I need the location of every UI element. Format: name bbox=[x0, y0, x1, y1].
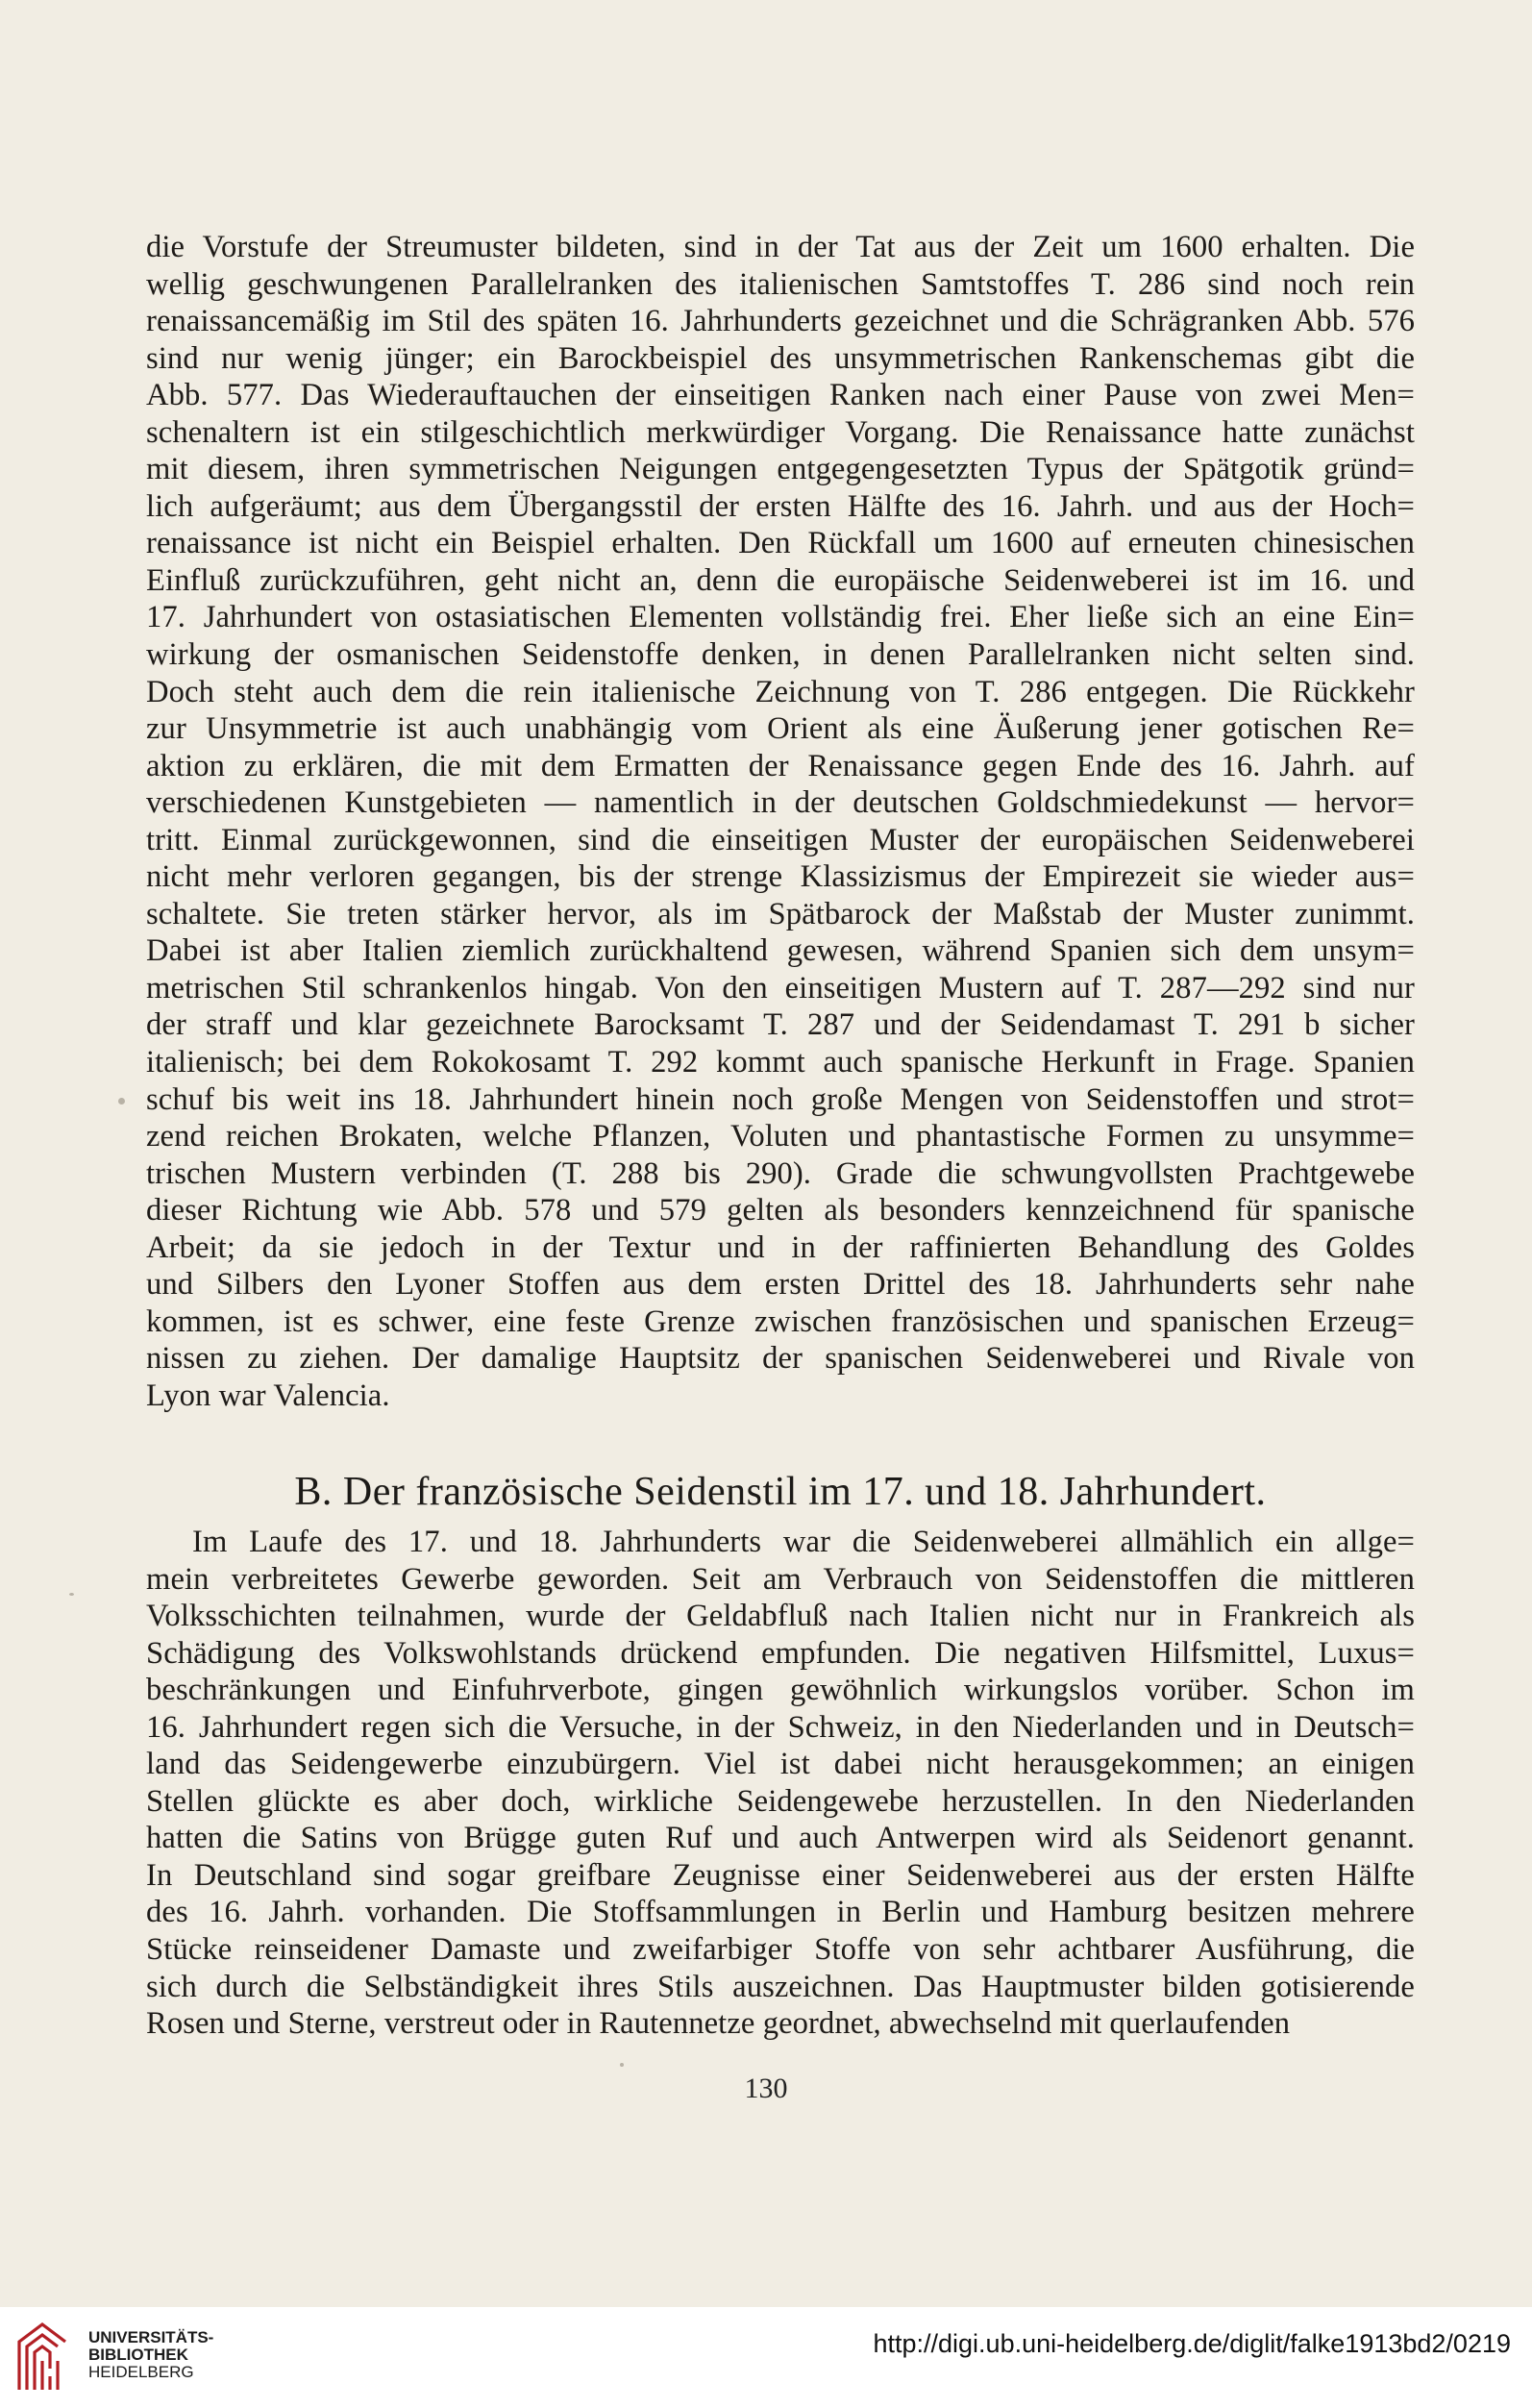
text-line: Im Laufe des 17. und 18. Jahrhunderts war die Seidenweberei allmählich ein allge= bbox=[192, 1525, 1415, 1559]
text-line: beschränkungen und Einfuhrverbote, gingen gewöhnlich wirkungslos vorüber. Schon im bbox=[146, 1673, 1415, 1708]
section-heading: B. Der französische Seidenstil im 17. und 18. Jahrhundert. bbox=[294, 1470, 1267, 1514]
text-line: renaissance ist nicht ein Beispiel erhalten. Den Rückfall um 1600 auf erneuten chinesischen bbox=[146, 526, 1415, 561]
text-line: land das Seidengewerbe einzubürgern. Viel ist dabei nicht herausgekommen; an einigen bbox=[146, 1747, 1415, 1782]
text-line: verschiedenen Kunstgebieten — namentlich in der deutschen Goldschmiedekunst — hervor= bbox=[146, 785, 1415, 821]
text-line: Einfluß zurückzuführen, geht nicht an, denn die europäische Seidenweberei ist im 16. und bbox=[146, 562, 1415, 598]
text-line: Arbeit; da sie jedoch in der Textur und in der raffinierten Behandlung des Goldes bbox=[146, 1229, 1415, 1265]
text-line: nicht mehr verloren gegangen, bis der strenge Klassizismus der Empirezeit sie wieder aus= bbox=[146, 859, 1415, 895]
text-line: trischen Mustern verbinden (T. 288 bis 290). Grade die schwungvollsten Prachtgewebe bbox=[146, 1155, 1415, 1191]
text-line: Dabei ist aber Italien ziemlich zurückhaltend gewesen, während Spanien sich dem unsym= bbox=[146, 933, 1415, 969]
university-library-logo-icon bbox=[13, 2319, 71, 2396]
page-number: 130 bbox=[744, 2073, 788, 2104]
text-line: schenaltern ist ein stilgeschichtlich merkwürdiger Vorgang. Die Renaissance hatte zunächst bbox=[146, 414, 1415, 450]
text-line: 16. Jahrhundert regen sich die Versuche, in der Schweiz, in den Niederlanden und in Deutsch= bbox=[146, 1709, 1415, 1745]
text-line: nissen zu ziehen. Der damalige Hauptsitz der spanischen Seidenweberei und Rivale von bbox=[146, 1341, 1415, 1377]
text-line: der straff und klar gezeichnete Barocksamt T. 287 und der Seidendamast T. 291 b sicher bbox=[146, 1007, 1415, 1043]
text-line: kommen, ist es schwer, eine feste Grenze zwischen französischen und spanischen Erzeug= bbox=[146, 1303, 1415, 1339]
text-line: aktion zu erklären, die mit dem Ermatten der Renaissance gegen Ende des 16. Jahrh. auf bbox=[146, 748, 1415, 783]
body-paragraph-2 bbox=[146, 1524, 1415, 2043]
text-line: wellig geschwungenen Parallelranken des italienischen Samtstoffes T. 286 sind noch rein bbox=[146, 266, 1415, 302]
text-line: Stücke reinseidener Damaste und zweifarbiger Stoffe von sehr achtbarer Ausführung, die bbox=[146, 1932, 1415, 1968]
text-line: wirkung der osmanischen Seidenstoffe denken, in denen Parallelranken nicht selten sind. bbox=[146, 637, 1415, 673]
text-line: Abb. 577. Das Wiederauftauchen der einseitigen Ranken nach einer Pause von zwei Men= bbox=[146, 378, 1415, 413]
text-line: sind nur wenig jünger; ein Barockbeispiel des unsymmetrischen Rankenschemas gibt die bbox=[146, 340, 1415, 376]
text-line: schuf bis weit ins 18. Jahrhundert hinein noch große Mengen von Seidenstoffen und strot= bbox=[146, 1081, 1415, 1117]
text-line: zend reichen Brokaten, welche Pflanzen, Voluten und phantastische Formen zu unsymme= bbox=[146, 1119, 1415, 1154]
library-name-line: UNIVERSITÄTS- bbox=[88, 2328, 214, 2346]
scan-speck bbox=[118, 1098, 125, 1105]
text-line: hatten die Satins von Brügge guten Ruf und auch Antwerpen wird als Seidenort genannt. bbox=[146, 1821, 1415, 1856]
text-line: mit diesem, ihren symmetrischen Neigungen entgegengesetzten Typus der Spätgotik gründ= bbox=[146, 452, 1415, 487]
text-line: und Silbers den Lyoner Stoffen aus dem ersten Drittel des 18. Jahrhunderts sehr nahe bbox=[146, 1267, 1415, 1303]
source-url-link[interactable]: http://digi.ub.uni-heidelberg.de/diglit/falke1913bd2/0219 bbox=[873, 2329, 1511, 2358]
text-line: mein verbreitetes Gewerbe geworden. Seit am Verbrauch von Seidenstoffen die mittleren bbox=[146, 1561, 1415, 1597]
text-line: Rosen und Sterne, verstreut oder in Rautennetze geordnet, abwechselnd mit querlaufenden bbox=[146, 2006, 1291, 2042]
text-line: metrischen Stil schrankenlos hingab. Von den einseitigen Mustern auf T. 287—292 sind nur bbox=[146, 970, 1415, 1005]
text-line: lich aufgeräumt; aus dem Übergangsstil der ersten Hälfte des 16. Jahrh. und aus der Hoch= bbox=[146, 488, 1415, 524]
text-line: renaissancemäßig im Stil des späten 16. Jahrhunderts gezeichnet und die Schrägranken Abb. 576 bbox=[146, 304, 1415, 339]
text-line: In Deutschland sind sogar greifbare Zeugnisse einer Seidenweberei aus der ersten Hälfte bbox=[146, 1857, 1415, 1893]
library-name bbox=[88, 2329, 213, 2381]
text-line: Schädigung des Volkswohlstands drückend empfunden. Die negativen Hilfsmittel, Luxus= bbox=[146, 1635, 1415, 1671]
text-line: Volksschichten teilnahmen, wurde der Geldabfluß nach Italien nicht nur in Frankreich als bbox=[146, 1599, 1415, 1634]
text-line: zur Unsymmetrie ist auch unabhängig vom Orient als eine Äußerung jener gotischen Re= bbox=[146, 711, 1415, 747]
text-line: italienisch; bei dem Rokokosamt T. 292 kommt auch spanische Herkunft in Frage. Spanien bbox=[146, 1045, 1415, 1080]
text-line: des 16. Jahrh. vorhanden. Die Stoffsammlungen in Berlin und Hamburg besitzen mehrere bbox=[146, 1895, 1415, 1930]
text-line: tritt. Einmal zurückgewonnen, sind die einseitigen Muster der europäischen Seidenweberei bbox=[146, 822, 1415, 857]
text-line: Lyon war Valencia. bbox=[146, 1378, 390, 1413]
scan-speck bbox=[69, 1593, 74, 1596]
scan-speck bbox=[620, 2063, 624, 2067]
text-line: 17. Jahrhundert von ostasiatischen Elementen vollständig frei. Eher ließe sich an eine Ein= bbox=[146, 600, 1415, 635]
library-name-line: BIBLIOTHEK bbox=[88, 2346, 188, 2364]
body-paragraph-1 bbox=[146, 229, 1415, 1415]
text-line: dieser Richtung wie Abb. 578 und 579 gelten als besonders kennzeichnend für spanische bbox=[146, 1193, 1415, 1229]
text-line: sich durch die Selbständigkeit ihres Stils auszeichnen. Das Hauptmuster bilden gotisierende bbox=[146, 1969, 1415, 2004]
library-name-line: HEIDELBERG bbox=[88, 2363, 194, 2381]
text-line: Stellen glückte es aber doch, wirkliche Seidengewebe herzustellen. In den Niederlanden bbox=[146, 1783, 1415, 1819]
text-line: schaltete. Sie treten stärker hervor, als im Spätbarock der Maßstab der Muster zunimmt. bbox=[146, 896, 1415, 931]
text-line: Doch steht auch dem die rein italienische Zeichnung von T. 286 entgegen. Die Rückkehr bbox=[146, 674, 1415, 709]
text-line: die Vorstufe der Streumuster bildeten, sind in der Tat aus der Zeit um 1600 erhalten. Die bbox=[146, 230, 1415, 264]
